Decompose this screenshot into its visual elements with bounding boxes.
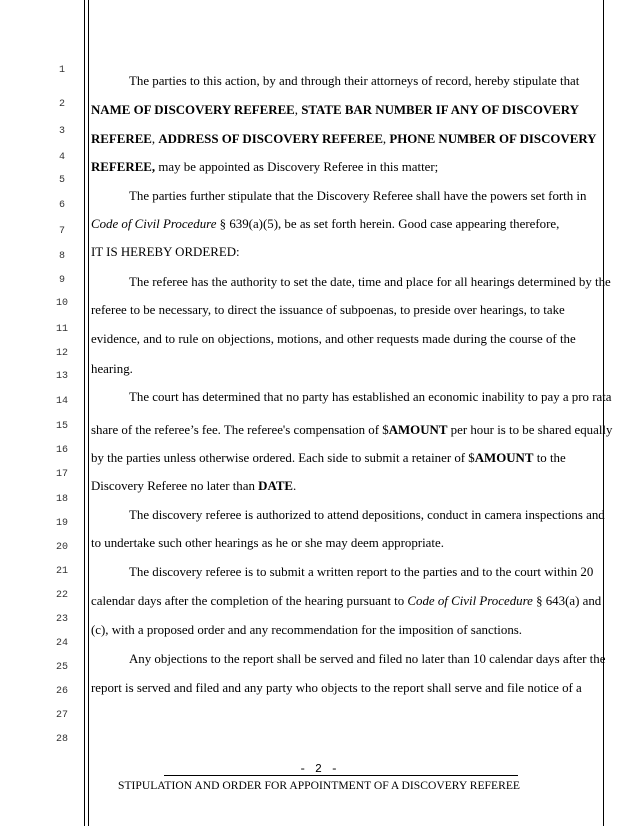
line-number: 25 — [55, 662, 68, 673]
text-line: The court has determined that no party has established an economic inability to pay a pro rata — [129, 390, 612, 404]
text-line: Code of Civil Procedure § 639(a)(5), be as set forth herein. Good case appearing therefore, — [91, 217, 560, 231]
line-number: 22 — [55, 590, 68, 601]
text-line: The referee has the authority to set the date, time and place for all hearings determined by the — [129, 275, 611, 289]
text-line: REFEREE, ADDRESS OF DISCOVERY REFEREE, PHONE NUMBER OF DISCOVERY — [91, 132, 597, 146]
text-line: to undertake such other hearings as he or she may deem appropriate. — [91, 536, 444, 550]
text-line: NAME OF DISCOVERY REFEREE, STATE BAR NUMBER IF ANY OF DISCOVERY — [91, 103, 579, 117]
line-number: 9 — [58, 275, 65, 286]
line-number: 26 — [55, 686, 68, 697]
footer-title: STIPULATION AND ORDER FOR APPOINTMENT OF A DISCOVERY REFEREE — [118, 779, 520, 792]
line-number: 14 — [55, 396, 68, 407]
text-line: share of the referee’s fee. The referee's compensation of $AMOUNT per hour is to be shared equally — [91, 423, 613, 437]
line-number: 19 — [55, 518, 68, 529]
placeholder-referee-address: ADDRESS OF DISCOVERY REFEREE — [158, 132, 383, 146]
line-number: 8 — [58, 251, 65, 262]
line-number: 23 — [55, 614, 68, 625]
text-line: hearing. — [91, 362, 133, 376]
text-line — [91, 245, 601, 260]
line-number: 20 — [55, 542, 68, 553]
line-number: 17 — [55, 469, 68, 480]
left-margin-rule — [84, 0, 85, 826]
line-number: 24 — [55, 638, 68, 649]
text-line: The discovery referee is to submit a written report to the parties and to the court within 20 — [129, 565, 594, 579]
text-line: by the parties unless otherwise ordered. Each side to submit a retainer of $AMOUNT to the — [91, 451, 566, 465]
line-number: 3 — [58, 126, 65, 137]
line-number: 5 — [58, 175, 65, 186]
text-line: The parties to this action, by and through their attorneys of record, hereby stipulate that — [129, 74, 580, 88]
line-number: 16 — [55, 445, 68, 456]
line-number: 15 — [55, 421, 68, 432]
footer-rule — [164, 775, 518, 776]
text-line: Discovery Referee no later than DATE. — [91, 479, 297, 493]
line-number: 12 — [55, 348, 68, 359]
text-line: Any objections to the report shall be served and filed no later than 10 calendar days after the — [129, 652, 606, 666]
statute-citation: Code of Civil Procedure — [91, 217, 217, 231]
text-line: evidence, and to rule on objections, motions, and other requests made during the course of the — [91, 332, 576, 346]
line-number: 11 — [55, 324, 68, 335]
placeholder-referee-name: NAME OF DISCOVERY REFEREE — [91, 103, 295, 117]
line-number: 10 — [55, 298, 68, 309]
text-line: The parties further stipulate that the Discovery Referee shall have the powers set forth in — [129, 189, 587, 203]
placeholder-date: DATE — [258, 479, 294, 493]
line-number: 13 — [55, 371, 68, 382]
order-heading: IT IS HEREBY ORDERED: — [91, 245, 240, 259]
text-line: The discovery referee is authorized to attend depositions, conduct in camera inspections and — [129, 508, 605, 522]
line-number: 28 — [55, 734, 68, 745]
line-number: 2 — [58, 99, 65, 110]
statute-citation: Code of Civil Procedure — [407, 594, 533, 608]
left-margin-rule-inner — [88, 0, 89, 826]
text-line: referee to be necessary, to direct the issuance of subpoenas, to preside over hearings, to take — [91, 303, 565, 317]
line-number: 18 — [55, 494, 68, 505]
text-line: calendar days after the completion of the hearing pursuant to Code of Civil Procedure § 643(a) and — [91, 594, 602, 608]
text-line: REFEREE, may be appointed as Discovery Referee in this matter; — [91, 160, 439, 174]
text-line: (c), with a proposed order and any recommendation for the imposition of sanctions. — [91, 623, 523, 637]
line-number: 6 — [58, 200, 65, 211]
line-number: 27 — [55, 710, 68, 721]
text-line: report is served and filed and any party who objects to the report shall serve and file notice of a — [91, 681, 582, 695]
line-number: 21 — [55, 566, 68, 577]
placeholder-retainer-amount: AMOUNT — [474, 451, 534, 465]
placeholder-state-bar-number: STATE BAR NUMBER IF ANY OF DISCOVERY — [301, 103, 579, 117]
line-number: 7 — [58, 226, 65, 237]
page-number: - 2 - — [299, 763, 339, 776]
line-number: 1 — [58, 65, 65, 76]
placeholder-phone-number: PHONE NUMBER OF DISCOVERY — [389, 132, 597, 146]
right-margin-rule — [603, 0, 604, 826]
line-number: 4 — [58, 152, 65, 163]
placeholder-amount: AMOUNT — [388, 423, 448, 437]
